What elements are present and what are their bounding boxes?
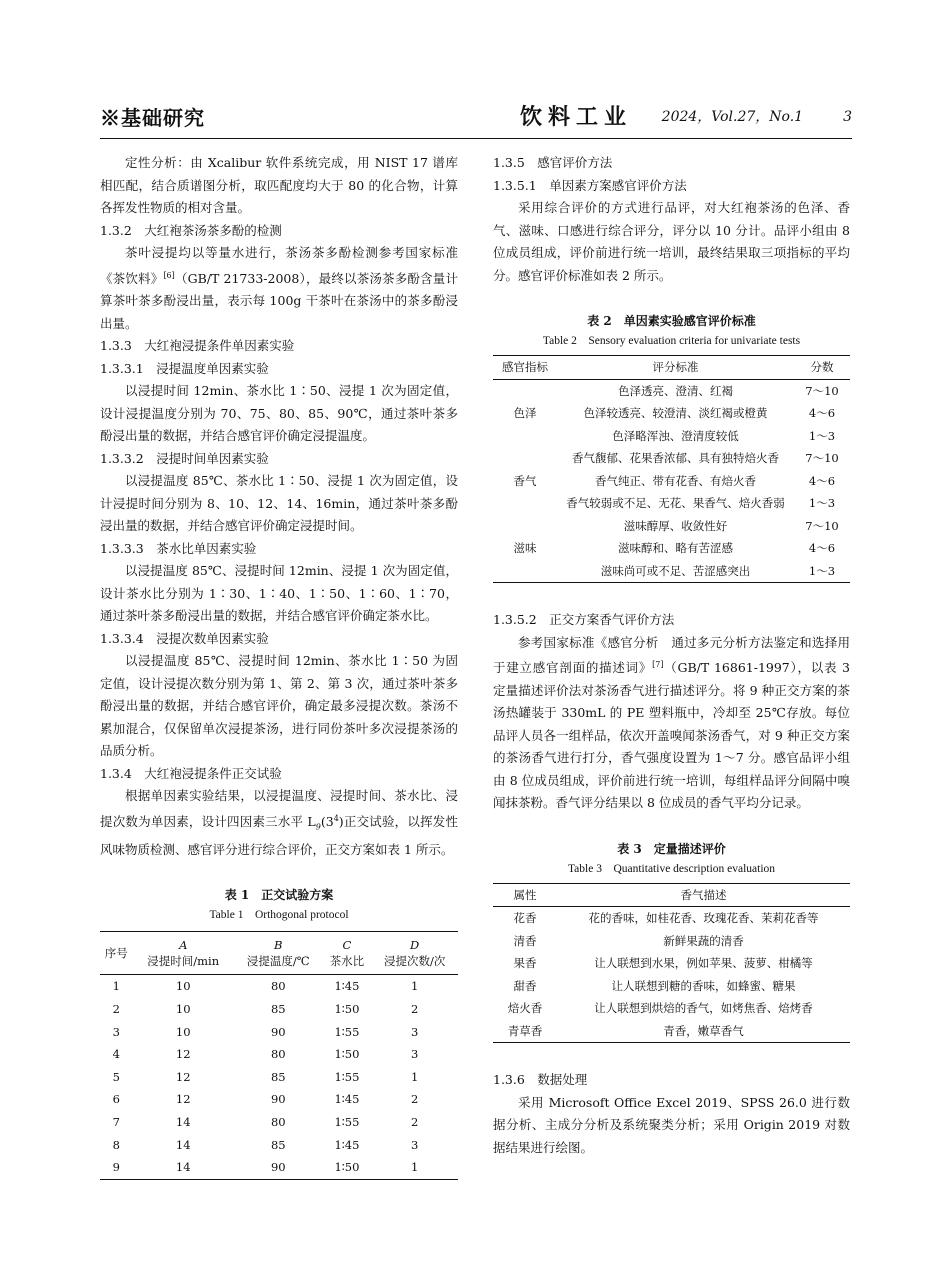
subsection-heading: 1.3.5.1 单因素方案感官评价方法 [493, 177, 687, 193]
paragraph: 以浸提温度 85℃、浸提时间 12min、茶水比 1∶50 为固定值，设计浸提次数分别为第 1、第 2、第 3 次，通过茶叶茶多酚浸出量的数据，并结合感官评价，确定最多浸提次数。茶汤不累加混合，仅保留单次浸提茶汤，进行同份茶叶多次浸提茶汤的品质分析。 [100, 653, 458, 759]
text-run: 参考国家标准《感官分析 通过多元分析方法鉴定和选择用于建立感官剖面的描述词》 [493, 634, 850, 676]
factor-name: 茶水比 [329, 954, 365, 969]
table-row [493, 1020, 850, 1043]
table-cell: 1 [410, 1160, 419, 1175]
table-cell: 1∶55 [334, 1069, 360, 1084]
criterion-cell: 滋味醇厚、收敛性好 [623, 518, 728, 533]
score-cell: 1～3 [808, 563, 836, 578]
table-row [493, 907, 850, 930]
table-row [493, 997, 850, 1020]
table-row [493, 379, 850, 402]
table-cell: 10 [175, 1024, 191, 1039]
col-header-a [132, 932, 234, 975]
subsection-heading: 1.3.5.2 正交方案香气评价方法 [493, 612, 675, 627]
table-body [493, 379, 850, 583]
table-cell: 1∶55 [334, 1024, 360, 1039]
text-run: (3 [320, 813, 334, 829]
table-row [493, 515, 850, 538]
description-cell: 新鲜果蔬的清香 [663, 933, 744, 948]
description-cell: 让人联想到烘焙的香气，如烤焦香、焙烤香 [594, 1001, 813, 1016]
score-cell: 4～6 [808, 406, 836, 420]
table-cell: 85 [270, 1069, 286, 1084]
score-cell: 7～10 [805, 518, 839, 533]
table-cell: 90 [270, 1092, 286, 1107]
table-row [493, 930, 850, 953]
attribute-cell: 清香 [513, 933, 537, 948]
left-column [100, 152, 458, 1180]
paragraph [100, 242, 458, 335]
paragraph [493, 632, 850, 815]
descriptor-table [493, 883, 850, 1044]
table-caption: 表 2 单因素实验感官评价标准 [587, 314, 756, 328]
factor-name: 浸提次数/次 [383, 954, 446, 969]
attribute-cell: 果香 [513, 956, 537, 971]
description-cell: 青香，嫩草香气 [663, 1023, 744, 1038]
criterion-cell: 香气馥郁、花果香浓郁、具有独特焙火香 [572, 451, 779, 465]
subsection-heading: 1.3.3.3 茶水比单因素实验 [100, 540, 257, 556]
paragraph: 定性分析：由 Xcalibur 软件系统完成，用 NIST 17 谱库相匹配，结合质谱图分析，取匹配度均大于 80 的化合物，计算各挥发性物质的相对含量。 [100, 155, 458, 215]
score-cell: 4～6 [808, 473, 836, 488]
col-header-score: 分数 [810, 360, 834, 374]
text-run: （GB/T 16861-1997），以表 3 定量描述评价法对茶汤香气进行描述评分。将 9 种正交方案的茶汤热罐装于 330mL 的 PE 塑料瓶中，冷却至 25℃存放。每位品评人员各一组样品，依次开盖嗅闻茶汤香气，对 9 种正交方案的茶汤香气进行打分，香气强度设置为 1～7 分。感官品评小组由 8 位成员组成，评价前进行统一培训，每组样品评分间隔中嗅闻抹茶粉。香气评分结果以 8 位成员的香气平均分记录。 [493, 660, 850, 811]
table-row [493, 975, 850, 998]
table-row [100, 1111, 458, 1134]
table-row [100, 998, 458, 1021]
table-cell: 80 [270, 1047, 286, 1062]
section-heading: 1.3.4 大红袍浸提条件正交试验 [100, 765, 282, 781]
table-row [100, 1043, 458, 1066]
factor-name: 浸提时间/min [147, 954, 220, 969]
attribute-cell: 青草香 [507, 1023, 543, 1038]
attribute-cell: 焙火香 [507, 1001, 543, 1016]
table-row [100, 1156, 458, 1179]
score-cell: 1～3 [808, 496, 836, 510]
criterion-cell: 香气纯正、带有花香、有焙火香 [595, 473, 756, 488]
text-run: 根据单因素实验结果，以浸提温度、浸提时间、茶水比、浸提次数为单因素，设计四因素三水平 L [100, 788, 458, 829]
table-cell: 7 [112, 1114, 120, 1129]
factor-name: 浸提温度/℃ [246, 954, 310, 969]
table-row [100, 1133, 458, 1156]
volume-issue: 2024，Vol.27，No.1 [661, 109, 804, 125]
score-cell: 1～3 [808, 428, 836, 443]
table-row [100, 975, 458, 998]
indicator-cell: 色泽 [513, 406, 537, 420]
criterion-cell: 色泽透亮、澄清、红褐 [618, 383, 733, 398]
subscript: 9 [315, 822, 321, 832]
table-cell: 14 [175, 1114, 191, 1129]
table-caption: 表 1 正交试验方案 [224, 888, 334, 903]
table-caption-en: Table 2 Sensory evaluation criteria for univariate tests [542, 335, 801, 347]
table-cell: 12 [175, 1069, 191, 1084]
table-cell: 3 [410, 1024, 419, 1039]
paragraph: 以浸提时间 12min、茶水比 1∶50、浸提 1 次为固定值，设计浸提温度分别为 70、75、80、85、90℃，通过茶叶茶多酚浸出量的数据，并结合感官评价确定浸提温度。 [100, 383, 458, 444]
table-cell: 1∶50 [334, 1160, 360, 1175]
table-cell: 1∶50 [334, 1047, 360, 1062]
table-cell: 90 [270, 1160, 286, 1175]
description-cell: 让人联想到水果，例如苹果、菠萝、柑橘等 [594, 956, 813, 971]
table-cell: 90 [270, 1024, 286, 1039]
table-cell: 3 [410, 1137, 419, 1152]
table-cell: 80 [270, 1114, 286, 1129]
factor-letter: A [179, 938, 188, 953]
indicator-cell: 香气 [513, 473, 537, 488]
page-number: 3 [843, 109, 852, 125]
table-row [493, 952, 850, 975]
table-caption: 表 3 定量描述评价 [617, 841, 726, 856]
right-column [493, 152, 850, 1159]
table-cell: 12 [175, 1047, 191, 1062]
factor-letter: C [342, 938, 352, 953]
orthogonal-table [100, 931, 458, 1179]
col-header-description: 香气描述 [680, 887, 727, 902]
indicator-cell: 滋味 [513, 541, 537, 555]
table-cell: 85 [270, 1137, 286, 1152]
table-cell: 9 [112, 1160, 120, 1175]
subsection-heading: 1.3.3.2 浸提时间单因素实验 [100, 450, 269, 466]
table-cell: 2 [410, 1001, 419, 1016]
table-cell: 8 [112, 1137, 120, 1152]
table-body [100, 975, 458, 1179]
table-row [100, 1021, 458, 1044]
table-cell: 14 [175, 1160, 191, 1175]
col-header-no: 序号 [104, 946, 128, 961]
paragraph: 采用综合评价的方式进行品评，对大红袍茶汤的色泽、香气、滋味、口感进行综合评分，评分以 10 分计。品评小组由 8 位成员组成，评价前进行统一培训，最终结果取三项指标的平均分。感官评价标准如表 2 所示。 [493, 200, 850, 283]
attribute-cell: 甜香 [513, 978, 537, 993]
criterion-cell: 滋味醇和、略有苦涩感 [618, 541, 733, 555]
journal-title: 饮料工业 [520, 104, 633, 130]
section-heading: 1.3.6 数据处理 [493, 1072, 588, 1088]
table-row [100, 1066, 458, 1089]
table-cell: 2 [410, 1092, 419, 1107]
section-heading: 1.3.3 大红袍浸提条件单因素实验 [100, 338, 295, 354]
description-cell: 让人联想到糖的香味，如蜂蜜、糖果 [611, 978, 796, 993]
section-heading: 1.3.5 感官评价方法 [493, 155, 613, 170]
col-header-b [234, 932, 323, 975]
table-caption-en: Table 1 Orthogonal protocol [209, 909, 349, 922]
table-cell: 5 [112, 1069, 120, 1084]
table-cell: 1∶55 [334, 1114, 360, 1129]
page-header [100, 100, 852, 134]
table-cell: 1∶45 [334, 979, 360, 994]
factor-letter: B [274, 938, 283, 953]
criterion-cell: 滋味尚可或不足、苦涩感突出 [600, 563, 751, 578]
issue-info [662, 106, 852, 126]
table-cell: 12 [175, 1092, 191, 1107]
col-header-attribute: 属性 [513, 887, 537, 902]
table-body [493, 907, 850, 1043]
table-cell: 1∶50 [334, 1001, 360, 1016]
table-row [100, 1088, 458, 1111]
table-cell: 2 [112, 1001, 120, 1016]
score-cell: 4～6 [808, 541, 836, 555]
citation[interactable]: [6] [163, 270, 175, 280]
attribute-cell: 花香 [513, 911, 537, 926]
table-cell: 1 [410, 979, 419, 994]
text-run: （GB/T 21733-2008），最终以茶汤茶多酚含量计算茶叶茶多酚浸出量，表示每 100g 干茶叶在茶汤中的茶多酚浸出量。 [100, 270, 458, 331]
section-heading: 1.3.2 大红袍茶汤茶多酚的检测 [100, 222, 282, 238]
subsection-heading: 1.3.3.4 浸提次数单因素实验 [100, 630, 269, 646]
header-rule [100, 138, 852, 139]
table-cell: 1 [112, 979, 120, 994]
table-cell: 80 [270, 979, 286, 994]
citation[interactable]: [7] [652, 660, 664, 669]
table-caption-en: Table 3 Quantitative description evaluation [567, 862, 776, 875]
col-header-criteria: 评分标准 [652, 360, 699, 374]
sensory-criteria-table [493, 355, 850, 583]
score-cell: 7～10 [805, 451, 839, 465]
table-cell: 85 [270, 1001, 286, 1016]
col-header-indicator: 感官指标 [502, 360, 548, 374]
table-cell: 1∶45 [334, 1137, 360, 1152]
table-cell: 3 [112, 1024, 120, 1039]
criterion-cell: 色泽较透亮、较澄清、淡红褐或橙黄 [583, 406, 768, 420]
superscript: 4 [333, 813, 339, 823]
table-cell: 4 [112, 1047, 120, 1062]
table-cell: 2 [410, 1114, 419, 1129]
factor-letter: D [410, 938, 420, 953]
paragraph [100, 785, 458, 861]
score-cell: 7～10 [805, 383, 839, 398]
description-cell: 花的香味，如桂花香、玫瑰花香、茉莉花香等 [588, 911, 819, 926]
table-cell: 10 [175, 1001, 191, 1016]
table-cell: 6 [112, 1092, 120, 1107]
table-cell: 1 [410, 1069, 419, 1084]
col-header-c [323, 932, 372, 975]
table-row [493, 447, 850, 470]
table-cell: 14 [175, 1137, 191, 1152]
text-run: 茶叶浸提均以等量水进行，茶汤茶多酚检测参考国家标准《茶饮料》 [100, 245, 458, 286]
table-cell: 3 [410, 1047, 419, 1062]
table-cell: 1∶45 [334, 1092, 360, 1107]
paragraph: 以浸提温度 85℃、浸提时间 12min、浸提 1 次为固定值，设计茶水比分别为 1∶30、1∶40、1∶50、1∶60、1∶70，通过茶叶茶多酚浸出量的数据，并结合感官评价确定茶水比。 [100, 563, 458, 624]
criterion-cell: 色泽略浑浊、澄清度较低 [612, 428, 739, 443]
paragraph: 采用 Microsoft Office Excel 2019、SPSS 26.0 进行数据分析、主成分分析及系统聚类分析；采用 Origin 2019 对数据结果进行绘图。 [493, 1094, 850, 1155]
section-label: ※基础研究 [100, 106, 205, 130]
col-header-d [371, 932, 458, 975]
criterion-cell: 香气较弱或不足、无花、果香气、焙火香弱 [566, 496, 785, 510]
subsection-heading: 1.3.3.1 浸提温度单因素实验 [100, 360, 269, 376]
table-cell: 10 [175, 979, 191, 994]
paragraph: 以浸提温度 85℃、茶水比 1∶50、浸提 1 次为固定值，设计浸提时间分别为 8、10、12、14、16min，通过茶叶茶多酚浸出量的数据，并结合感官评价确定浸提时间。 [100, 473, 458, 534]
text-run: )正交试验，以挥发性风味物质检测、感官评分进行综合评价，正交方案如表 1 所示。 [100, 813, 458, 857]
